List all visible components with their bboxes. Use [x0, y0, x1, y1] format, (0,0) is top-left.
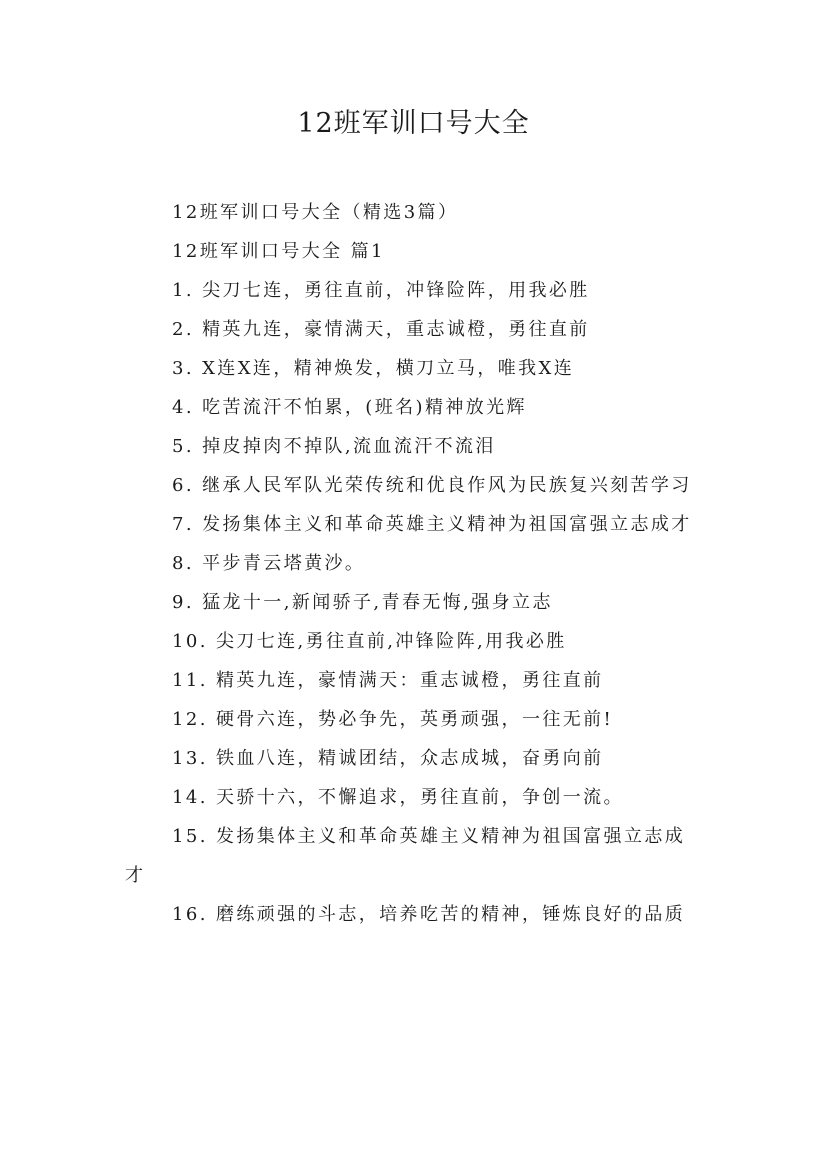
slogan-item-4: 4. 吃苦流汗不怕累，(班名)精神放光辉: [172, 397, 527, 418]
slogan-item-13: 13. 铁血八连，精诚团结，众志成城，奋勇向前: [172, 748, 604, 769]
slogan-item-6: 6. 继承人民军队光荣传统和优良作风为民族复兴刻苦学习: [172, 475, 692, 496]
slogan-item-14: 14. 天骄十六，不懈追求，勇往直前，争创一流。: [172, 787, 624, 808]
slogan-item-12: 12. 硬骨六连，势必争先，英勇顽强，一往无前!: [172, 709, 614, 730]
slogan-item-8: 8. 平步青云塔黄沙。: [172, 553, 366, 574]
paragraph-section-heading: 12班军训口号大全 篇1: [172, 241, 385, 262]
slogan-item-9: 9. 猛龙十一,新闻骄子,青春无悔,强身立志: [172, 592, 553, 613]
slogan-item-3: 3. X连X连，精神焕发，横刀立马，唯我X连: [172, 358, 575, 379]
document-body: [125, 193, 705, 934]
slogan-item-1: 1. 尖刀七连，勇往直前，冲锋险阵，用我必胜: [172, 280, 590, 301]
paragraph-subtitle: 12班军训口号大全（精选3篇）: [172, 202, 459, 223]
slogan-item-15: 15. 发扬集体主义和革命英雄主义精神为祖国富强立志成才: [125, 826, 686, 886]
slogan-item-11: 11. 精英九连，豪情满天：重志诚橙，勇往直前: [172, 670, 604, 691]
slogan-item-7: 7. 发扬集体主义和革命英雄主义精神为祖国富强立志成才: [172, 514, 692, 535]
slogan-item-10: 10. 尖刀七连,勇往直前,冲锋险阵,用我必胜: [172, 631, 567, 652]
slogan-item-16: 16. 磨练顽强的斗志，培养吃苦的精神，锤炼良好的品质: [172, 904, 686, 925]
slogan-item-5: 5. 掉皮掉肉不掉队,流血流汗不流泪: [172, 436, 496, 457]
slogan-item-2: 2. 精英九连，豪情满天，重志诚橙，勇往直前: [172, 319, 590, 340]
document-title: 12班军训口号大全: [297, 108, 530, 139]
